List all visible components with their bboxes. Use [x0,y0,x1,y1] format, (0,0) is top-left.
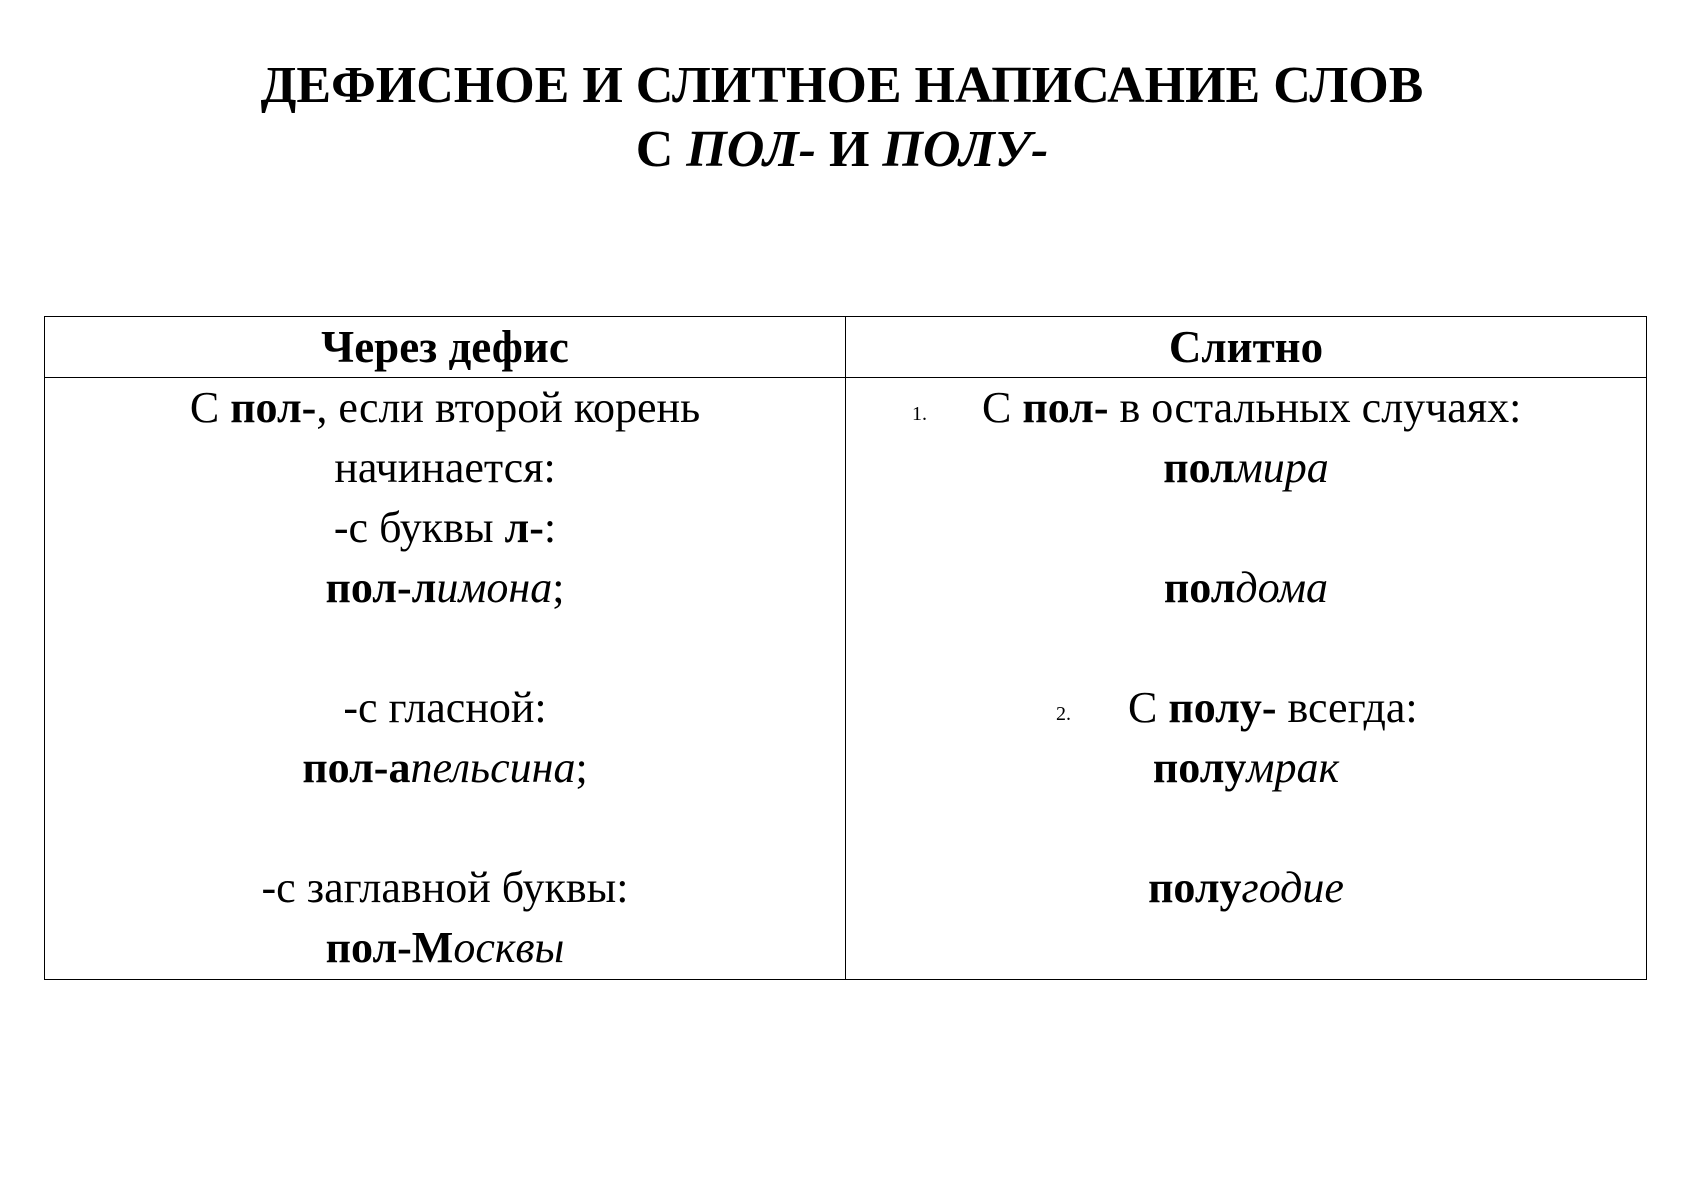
case-l-suffix: : [543,503,557,552]
solid-example-1-bold: пол [1163,443,1235,492]
solid-example-2-italic: дома [1235,563,1329,612]
rules-table [44,316,1647,980]
solid-example-3-italic: мрак [1246,743,1340,792]
item-1-pol: пол- [1022,383,1109,432]
solid-example-3-bold: полу [1152,743,1247,792]
list-marker-1: 1. [912,403,927,425]
intro-rest: , если второй корень [316,383,701,432]
case-l-prefix: -с буквы [333,503,505,552]
example-pol-limona [45,558,845,618]
example-2-italic: пельсина [410,743,576,792]
example-1-bold: пол-л [325,563,437,612]
example-3-bold: пол-М [325,923,454,972]
solid-item-1 [846,378,1646,438]
table-header-row [45,317,1647,378]
hyphen-intro-line [45,378,845,438]
header-hyphenated: Через дефис [45,317,846,378]
header-solid: Слитно [846,317,1647,378]
spacer [846,498,1646,558]
item-1-rest: в остальных случаях: [1108,383,1522,432]
solid-item-1-text [982,378,1521,438]
solid-example-4-bold: полу [1148,863,1242,912]
case-vowel: -с гласной: [343,683,547,732]
solid-example-2-bold: пол [1163,563,1236,612]
title-prefix: С [635,121,687,178]
example-pol-apelsina [45,738,845,798]
item-2-c: С [1128,683,1169,732]
example-1-italic: имона [436,563,553,612]
example-1-punct: ; [552,563,565,612]
spacer [45,798,845,858]
example-polugodie [846,858,1646,918]
example-2-punct: ; [575,743,588,792]
solid-example-1-italic: мира [1234,443,1329,492]
solid-item-2 [846,678,1646,738]
list-marker-2: 2. [1056,703,1071,725]
example-2-bold: пол-а [302,743,411,792]
item-2-polu: полу- [1168,683,1277,732]
page-title-line-2 [0,118,1684,182]
spacer [45,618,845,678]
example-poldoma [846,558,1646,618]
case-capital-letter: -с заглавной буквы: [261,863,629,912]
page-title-line-1: ДЕФИСНОЕ И СЛИТНОЕ НАПИСАНИЕ СЛОВ [260,57,1424,114]
case-letter-l [45,498,845,558]
hyphenated-cell [45,378,846,980]
page-title [0,54,1684,182]
title-and: И [815,121,883,178]
title-polu: ПОЛУ- [882,121,1049,178]
solid-example-4-italic: годие [1241,863,1344,912]
hyphen-intro-line-2: начинается: [334,443,556,492]
example-pol-moskvy [45,918,845,978]
spacer [846,618,1646,678]
intro-pol: пол- [230,383,317,432]
table-body-row [45,378,1647,980]
example-polumrak [846,738,1646,798]
solid-item-2-text [1128,678,1418,738]
solid-cell [846,378,1647,980]
example-3-italic: осквы [453,923,565,972]
item-1-c: С [982,383,1023,432]
intro-c: С [189,383,231,432]
item-2-rest: всегда: [1276,683,1418,732]
title-pol: ПОЛ- [686,121,816,178]
case-l-letter: л- [504,503,544,552]
example-polmira [846,438,1646,498]
spacer [846,798,1646,858]
